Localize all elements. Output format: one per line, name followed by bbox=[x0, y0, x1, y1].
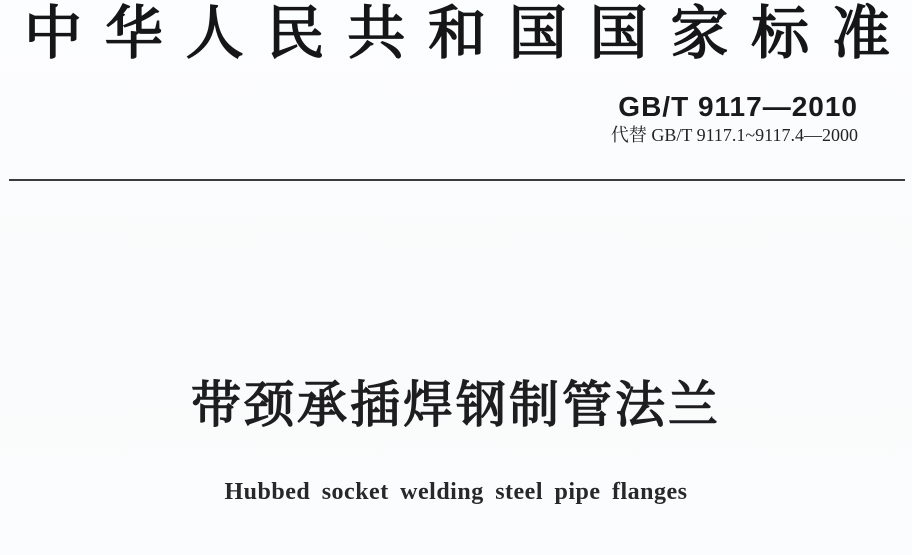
document-title-chinese: 带颈承插焊钢制管法兰 bbox=[191, 377, 721, 433]
standard-code-block bbox=[611, 92, 858, 145]
national-standard-masthead: 中华人民共和国国家标准 bbox=[24, 1, 890, 66]
superseded-standards-note: 代替 GB/T 9117.1~9117.4—2000 bbox=[610, 125, 858, 145]
header-divider-line bbox=[9, 179, 905, 181]
document-title-english: Hubbed socket welding steel pipe flanges bbox=[224, 479, 688, 505]
standard-number: GB/T 9117—2010 bbox=[618, 91, 858, 122]
